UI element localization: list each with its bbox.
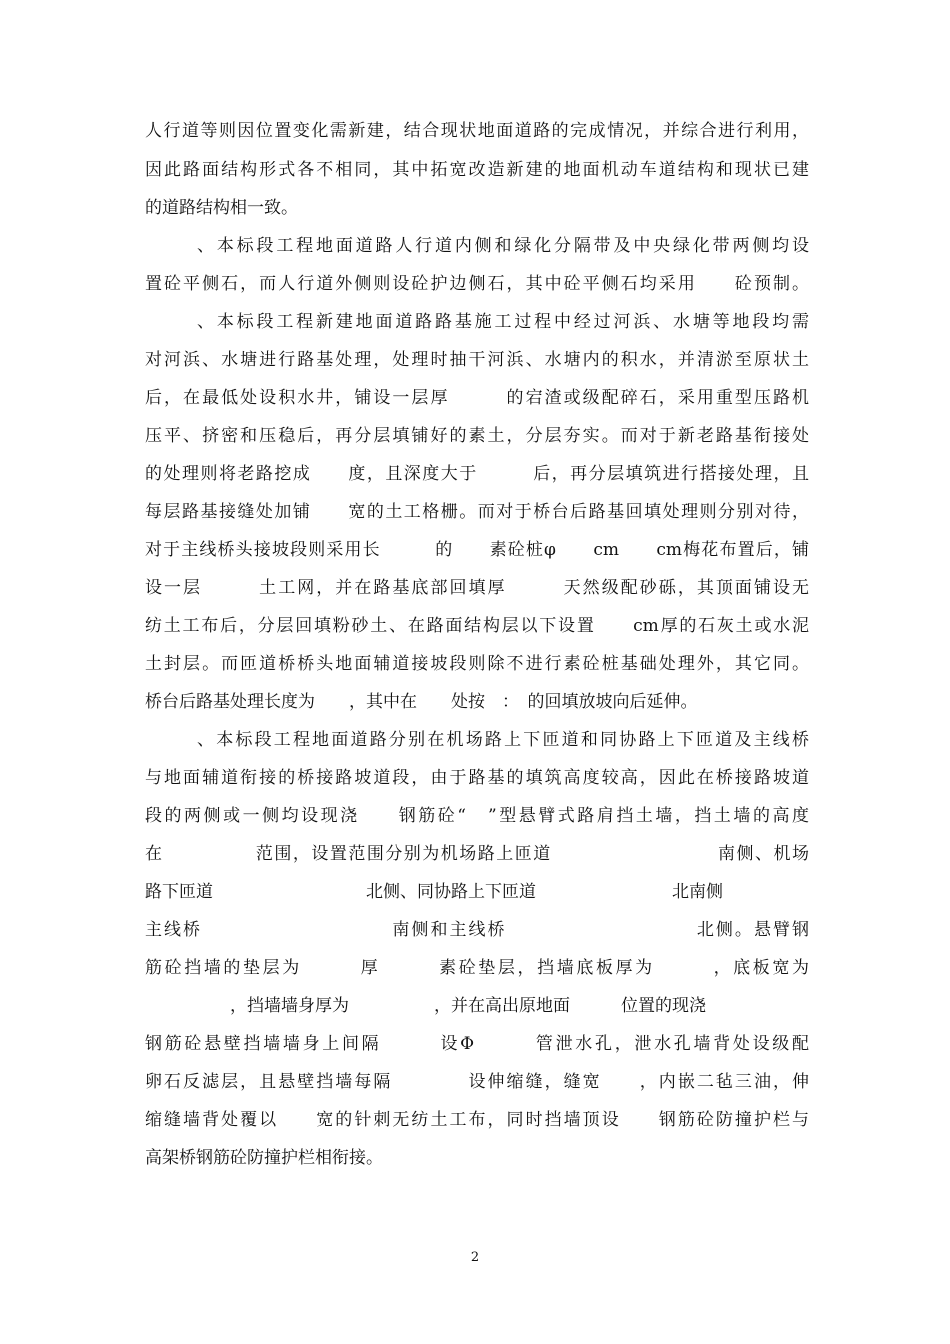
body-text-line: 、本标段工程地面道路分别在机场路上下匝道和同协路上下匝道及主线桥 xyxy=(197,730,809,750)
body-text-line: 土封层。而匝道桥桥头地面辅道接坡段则除不进行素砼桩基础处理外，其它同。 xyxy=(145,654,809,674)
body-text-line: 对于主线桥头接坡段则采用长 的 素砼桩φ cm cm梅花布置后，铺 xyxy=(145,540,809,560)
body-text-line: 后，在最低处设积水井，铺设一层厚 的宕渣或级配碎石，采用重型压路机 xyxy=(145,388,809,408)
body-text-line: 人行道等则因位置变化需新建，结合现状地面道路的完成情况，并综合进行利用， xyxy=(145,121,809,141)
body-text-line: 卵石反滤层，且悬壁挡墙每隔 设伸缩缝，缝宽 ，内嵌二毡三油，伸 xyxy=(145,1072,809,1092)
body-text-line: 高架桥钢筋砼防撞护栏相衔接。 xyxy=(145,1148,383,1168)
body-text-line: 的处理则将老路挖成 度，且深度大于 后，再分层填筑进行搭接处理，且 xyxy=(145,464,809,484)
body-text-line: 桥台后路基处理长度为 ，其中在 处按 ： 的回填放坡向后延伸。 xyxy=(145,692,698,712)
body-text-line: 与地面辅道衔接的桥接路坡道段，由于路基的填筑高度较高，因此在桥接路坡道 xyxy=(145,768,809,788)
body-text-line: 每层路基接缝处加铺 宽的土工格栅。而对于桥台后路基回填处理则分别对待， xyxy=(145,502,809,522)
body-text-line: 、本标段工程地面道路人行道内侧和绿化分隔带及中央绿化带两侧均设 xyxy=(197,236,809,256)
body-text-line: 缩缝墙背处覆以 宽的针刺无纺土工布，同时挡墙顶设 钢筋砼防撞护栏与 xyxy=(145,1110,809,1130)
body-text-line: 在 范围，设置范围分别为机场路上匝道 南侧、机场 xyxy=(145,844,809,864)
page-number: 2 xyxy=(470,1250,480,1265)
body-text-line: ，挡墙墙身厚为 ，并在高出原地面 位置的现浇 xyxy=(145,996,706,1016)
body-text-line: 置砼平侧石，而人行道外侧则设砼护边侧石，其中砼平侧石均采用 砼预制。 xyxy=(145,274,809,294)
body-text-line: 、本标段工程新建地面道路路基施工过程中经过河浜、水塘等地段均需 xyxy=(197,312,809,332)
body-text-line: 钢筋砼悬壁挡墙墙身上间隔 设Φ 管泄水孔，泄水孔墙背处设级配 xyxy=(145,1034,809,1054)
body-text-line: 路下匝道 北侧、同协路上下匝道 北南侧 xyxy=(145,882,723,902)
body-text-line: 因此路面结构形式各不相同，其中拓宽改造新建的地面机动车道结构和现状已建 xyxy=(145,160,809,180)
body-text-line: 设一层 土工网，并在路基底部回填厚 天然级配砂砾，其顶面铺设无 xyxy=(145,578,809,598)
body-text-line: 段的两侧或一侧均设现浇 钢筋砼“ ”型悬臂式路肩挡土墙，挡土墙的高度 xyxy=(145,806,809,826)
body-text-line: 压平、挤密和压稳后，再分层填铺好的素土，分层夯实。而对于新老路基衔接处 xyxy=(145,426,809,446)
body-text-line: 纺土工布后，分层回填粉砂土、在路面结构层以下设置 cm厚的石灰土或水泥 xyxy=(145,616,809,636)
body-text-line: 的道路结构相一致。 xyxy=(145,198,298,218)
body-text-line: 筋砼挡墙的垫层为 厚 素砼垫层，挡墙底板厚为 ，底板宽为 xyxy=(145,958,809,978)
body-text-line: 主线桥 南侧和主线桥 北侧。悬臂钢 xyxy=(145,920,809,940)
body-text-line: 对河浜、水塘进行路基处理，处理时抽干河浜、水塘内的积水，并清淤至原状土 xyxy=(145,350,809,370)
